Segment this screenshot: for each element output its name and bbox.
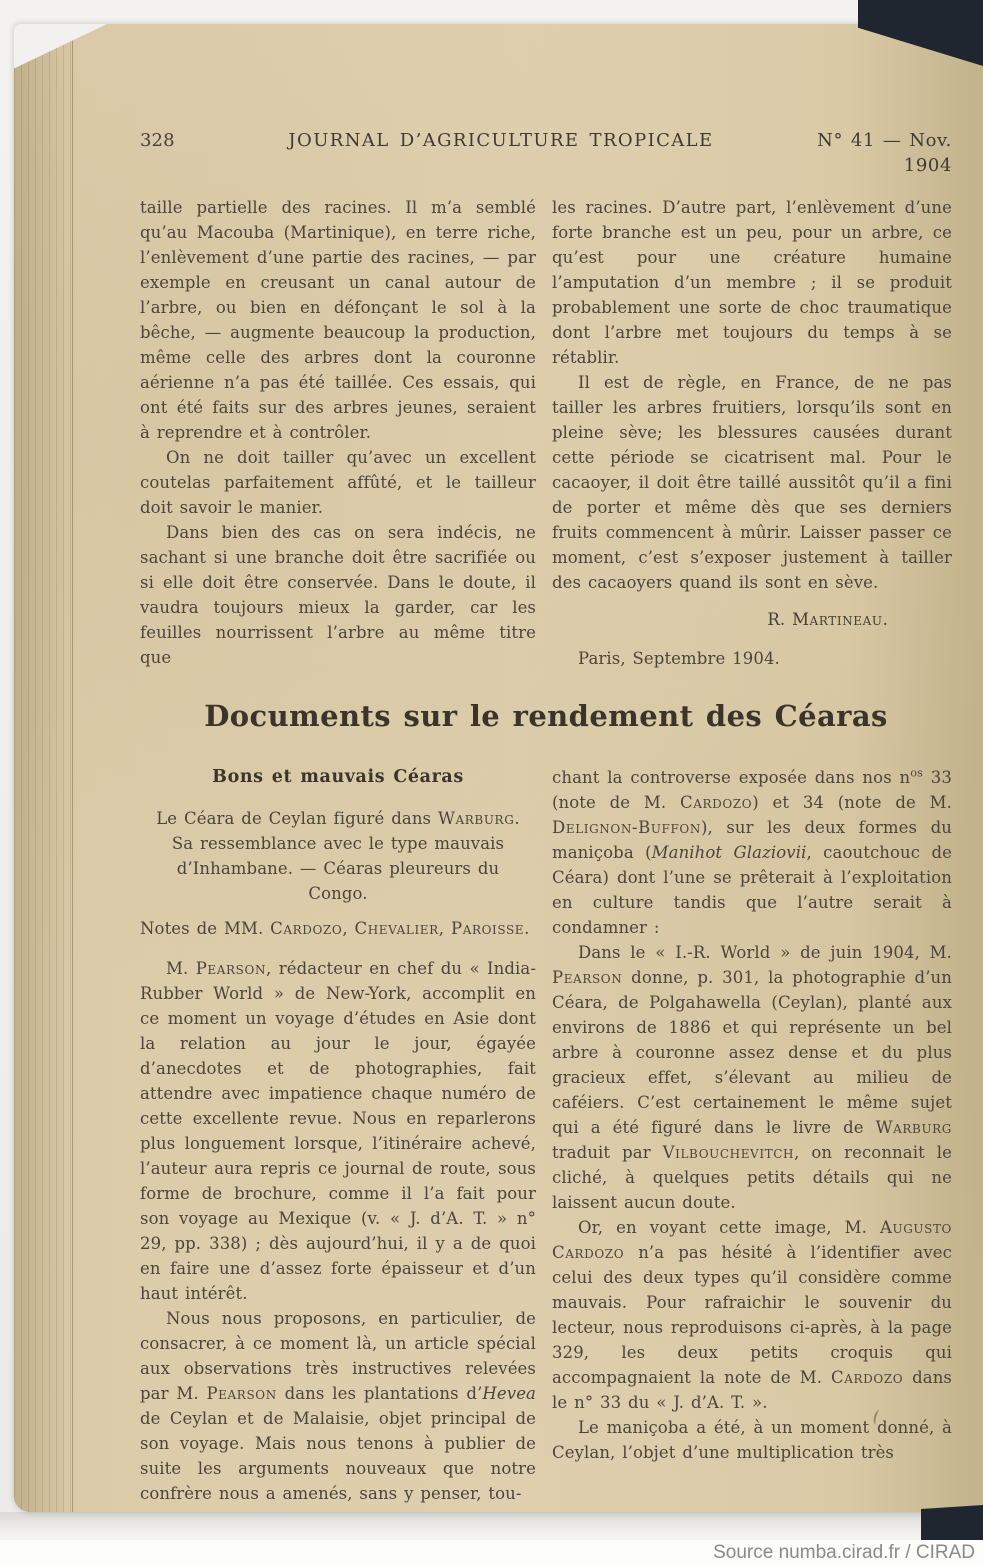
page-content — [140, 128, 952, 1506]
paragraph: Or, en voyant cette image, M. Augusto Cardozo n’a pas hésité à l’identifier avec celui des deux types qu’il considère comme mauvais. Pour rafraichir le souvenir du lecteur, nous reproduisons ci-après, à la page 329, les deux petits croquis qui accompagnaient la note de M. Cardozo dans le n° 33 du « J. d’A. T. ». — [552, 1218, 952, 1412]
paragraph: les racines. D’autre part, l’enlèvement d’une forte branche est un peu, pour un arbre, ce qu’est pour une créature humaine l’amputation d’un membre ; il se produit probablement une sorte de choc traumatique dont l’arbre met toujours du temps à se rétablir. — [552, 198, 952, 367]
left-column — [140, 195, 536, 670]
credit-bar — [0, 1540, 983, 1566]
paragraph: Le maniçoba a été, à un moment donné, à Ceylan, l’objet d’une multiplication très — [552, 1418, 952, 1462]
book-page — [14, 24, 983, 1512]
page-stack-edge — [14, 24, 73, 1512]
dateline: Paris, Septembre 1904. — [578, 649, 780, 668]
paragraph: taille partielle des racines. Il m’a semblé qu’au Macouba (Martinique), en terre riche, l’enlèvement d’une partie des racines, — par exemple en creusant un canal autour de l’arbre, ou bien en défonçant le sol à la bêche, — augmente beaucoup la production, même celle des arbres dont la couronne aérienne n’a pas été taillée. Ces essais, qui ont été faits sur des arbres jeunes, seraient à reprendre et à contrôler. — [140, 198, 536, 442]
author-signature: R. Martineau. — [767, 610, 888, 629]
paragraph: Dans le « I.-R. World » de juin 1904, M. Pearson donne, p. 301, la photographie d’un Céara, de Polgahawella (Ceylan), planté aux environs de 1886 et qui représente un bel arbre à couronne assez dense et du plus gracieux effet, s’élevant au milieu de caféiers. C’est certainement le même sujet qui a été figuré dans le livre de Warburg traduit par Vilbouchevitch, on reconnait le cliché, à quelques petits détails qui ne laissent aucun doute. — [552, 943, 952, 1212]
source-credit: Source numba.cirad.fr / CIRAD — [713, 1542, 975, 1563]
section-heading: Bons et mauvais Céaras — [212, 767, 464, 787]
article-title: Documents sur le rendement des Céaras — [204, 699, 888, 733]
paragraph: Nous nous proposons, en particulier, de consacrer, à ce moment là, un article spécial aux observations très instructives relevées par M. Pearson dans les plantations d’Hevea de Ceylan et de Malaisie, objet principal de son voyage. Mais nous tenons à publier de suite les arguments nouveaux que notre confrère nous a amenés, sans y penser, tou- — [140, 1309, 536, 1503]
page-number: 328 — [140, 130, 175, 151]
right-column — [552, 765, 952, 1465]
issue-number: N° 41 — Nov. 1904 — [817, 130, 952, 176]
book-cover-corner-bottom-right — [921, 1505, 983, 1545]
journal-title: JOURNAL D’AGRICULTURE TROPICALE — [288, 130, 714, 151]
paragraph: On ne doit tailler qu’avec un excellent coutelas parfaitement affûté, et le tailleur doit savoir le manier. — [140, 448, 536, 517]
article-cearas-columns — [140, 765, 952, 1506]
paragraph: Il est de règle, en France, de ne pas tailler les arbres fruitiers, lorsqu’ils sont en pleine sève; les blessures causées durant cette période se cicatrisent mal. Pour le cacaoyer, il doit être taillé aussitôt qu’il a fini de porter et même dès que ses derniers fruits commencent à mûrir. Laisser passer ce moment, c’est s’exposer justement à tailler des cacaoyers quand ils sont en sève. — [552, 373, 952, 592]
article-abstract: Le Céara de Ceylan figuré dans Warburg. Sa ressemblance avec le type mauvais d’Inhambane. — Céaras pleureurs du Congo. — [156, 809, 520, 903]
notes-byline: Notes de MM. Cardozo, Chevalier, Paroisse. — [140, 919, 530, 938]
page-header — [140, 128, 952, 178]
paragraph: Dans bien des cas on sera indécis, ne sachant si une branche doit être sacrifiée ou si elle doit être conservée. Dans le doute, il vaudra toujours mieux la garder, car les feuilles nourrissent l’arbre au même titre que — [140, 523, 536, 667]
left-column — [140, 765, 536, 1506]
page-corner-bevel — [14, 24, 109, 69]
right-column — [552, 195, 952, 671]
paragraph: chant la controverse exposée dans nos $n^{os}$ 33 (note de M. Cardozo) et 34 (note de M. Delignon-Buffon), sur les deux formes du maniçoba (Manihot Glaziovii, caoutchouc de Céara) dont l’une se prêterait à l’exploitation en culture tandis que l’autre serait à condamner : — [552, 766, 953, 937]
article-pruning-columns — [140, 195, 952, 671]
paragraph: M. Pearson, rédacteur en chef du « India-Rubber World » de New-York, accomplit en ce moment un voyage d’études en Asie dont la relation au jour le jour, égayée d’anecdotes et de photographies, fait attendre avec impatience chaque numéro de cette excellente revue. Nous en reparlerons plus longuement lorsque, l’itinéraire achevé, l’auteur aura repris ce journal de route, sous forme de brochure, comme il l’a fait pour son voyage au Mexique (v. « J. d’A. T. » n° 29, pp. 338) ; dès aujourd’hui, il y a de quoi en faire une d’assez forte épaisseur et d’un haut intérêt. — [140, 959, 537, 1303]
